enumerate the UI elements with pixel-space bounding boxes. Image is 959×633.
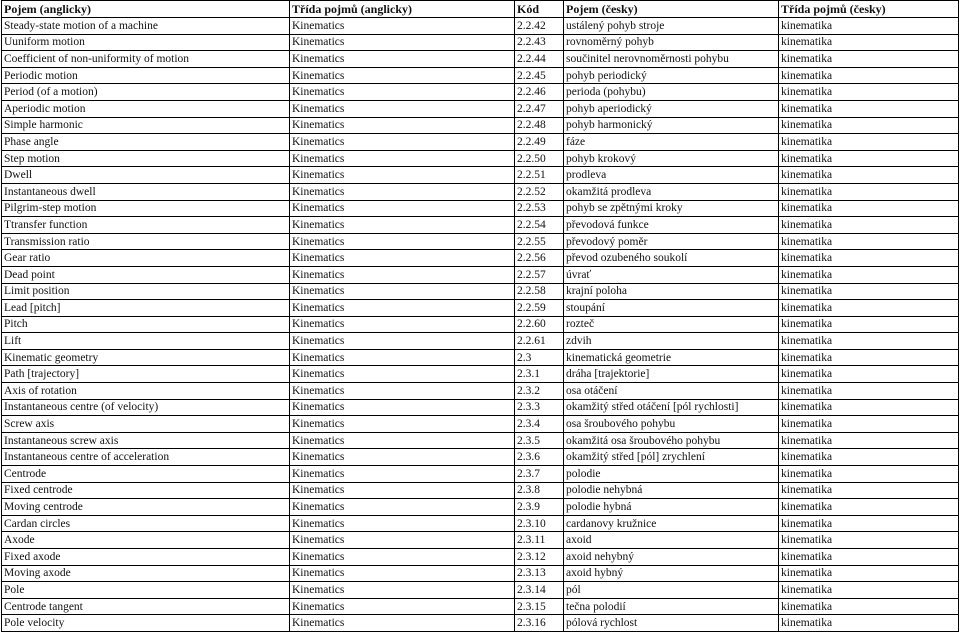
term-cz-cell: okamžitá prodleva — [564, 183, 779, 200]
class-en-cell: Kinematics — [290, 366, 515, 383]
class-cz-cell: kinematika — [779, 615, 959, 632]
term-cz-cell: pohyb harmonický — [564, 117, 779, 134]
class-en-cell: Kinematics — [290, 34, 515, 51]
code-cell: 2.3.16 — [515, 615, 564, 632]
table-row — [2, 233, 959, 250]
class-cz-cell: kinematika — [779, 598, 959, 615]
term-cz-cell: fáze — [564, 134, 779, 151]
class-en-cell: Kinematics — [290, 349, 515, 366]
table-row — [2, 283, 959, 300]
code-cell: 2.2.60 — [515, 316, 564, 333]
class-cz-cell: kinematika — [779, 250, 959, 267]
table-row — [2, 150, 959, 167]
class-cz-cell: kinematika — [779, 565, 959, 582]
class-en-cell: Kinematics — [290, 150, 515, 167]
term-en-cell: Periodic motion — [2, 67, 290, 84]
term-en-cell: Coefficient of non-uniformity of motion — [2, 51, 290, 68]
term-cz-cell: ustálený pohyb stroje — [564, 18, 779, 35]
term-cz-cell: zdvih — [564, 333, 779, 350]
term-en-cell: Lift — [2, 333, 290, 350]
class-cz-cell: kinematika — [779, 416, 959, 433]
header-code: Kód — [515, 1, 564, 18]
table-row — [2, 598, 959, 615]
class-en-cell: Kinematics — [290, 615, 515, 632]
class-cz-cell: kinematika — [779, 399, 959, 416]
term-cz-cell: polodie nehybná — [564, 482, 779, 499]
class-cz-cell: kinematika — [779, 217, 959, 234]
term-cz-cell: pohyb se zpětnými kroky — [564, 200, 779, 217]
header-class-cz: Třída pojmů (česky) — [779, 1, 959, 18]
class-en-cell: Kinematics — [290, 432, 515, 449]
class-en-cell: Kinematics — [290, 67, 515, 84]
class-en-cell: Kinematics — [290, 333, 515, 350]
table-row — [2, 18, 959, 35]
class-en-cell: Kinematics — [290, 499, 515, 516]
code-cell: 2.2.49 — [515, 134, 564, 151]
table-row — [2, 167, 959, 184]
table-row — [2, 432, 959, 449]
table-row — [2, 333, 959, 350]
term-en-cell: Lead [pitch] — [2, 300, 290, 317]
term-cz-cell: polodie — [564, 466, 779, 483]
term-en-cell: Step motion — [2, 150, 290, 167]
table-row — [2, 549, 959, 566]
table-row — [2, 51, 959, 68]
term-en-cell: Fixed axode — [2, 549, 290, 566]
table-row — [2, 532, 959, 549]
class-cz-cell: kinematika — [779, 366, 959, 383]
table-row — [2, 67, 959, 84]
term-en-cell: Instantaneous centre (of velocity) — [2, 399, 290, 416]
class-en-cell: Kinematics — [290, 449, 515, 466]
class-cz-cell: kinematika — [779, 449, 959, 466]
term-en-cell: Pilgrim-step motion — [2, 200, 290, 217]
term-cz-cell: úvrať — [564, 266, 779, 283]
term-cz-cell: okamžitý střed otáčení [pól rychlosti] — [564, 399, 779, 416]
table-row — [2, 183, 959, 200]
class-cz-cell: kinematika — [779, 51, 959, 68]
term-en-cell: Steady-state motion of a machine — [2, 18, 290, 35]
term-en-cell: Simple harmonic — [2, 117, 290, 134]
class-en-cell: Kinematics — [290, 515, 515, 532]
code-cell: 2.2.54 — [515, 217, 564, 234]
class-en-cell: Kinematics — [290, 549, 515, 566]
class-en-cell: Kinematics — [290, 283, 515, 300]
class-cz-cell: kinematika — [779, 582, 959, 599]
table-body — [2, 18, 959, 632]
term-en-cell: Instantaneous centre of acceleration — [2, 449, 290, 466]
code-cell: 2.2.57 — [515, 266, 564, 283]
term-en-cell: Ttransfer function — [2, 217, 290, 234]
class-cz-cell: kinematika — [779, 482, 959, 499]
table-row — [2, 582, 959, 599]
term-en-cell: Axode — [2, 532, 290, 549]
term-cz-cell: převodový poměr — [564, 233, 779, 250]
code-cell: 2.3.12 — [515, 549, 564, 566]
class-cz-cell: kinematika — [779, 283, 959, 300]
class-en-cell: Kinematics — [290, 565, 515, 582]
term-en-cell: Transmission ratio — [2, 233, 290, 250]
class-en-cell: Kinematics — [290, 200, 515, 217]
class-en-cell: Kinematics — [290, 233, 515, 250]
table-row — [2, 416, 959, 433]
class-cz-cell: kinematika — [779, 34, 959, 51]
table-row — [2, 100, 959, 117]
code-cell: 2.3.13 — [515, 565, 564, 582]
code-cell: 2.2.58 — [515, 283, 564, 300]
code-cell: 2.3.15 — [515, 598, 564, 615]
class-cz-cell: kinematika — [779, 233, 959, 250]
class-en-cell: Kinematics — [290, 51, 515, 68]
table-row — [2, 349, 959, 366]
code-cell: 2.2.48 — [515, 117, 564, 134]
term-cz-cell: axoid nehybný — [564, 549, 779, 566]
term-en-cell: Uuniform motion — [2, 34, 290, 51]
class-en-cell: Kinematics — [290, 598, 515, 615]
class-cz-cell: kinematika — [779, 515, 959, 532]
table-row — [2, 316, 959, 333]
table-row — [2, 383, 959, 400]
term-cz-cell: pól — [564, 582, 779, 599]
table-row — [2, 399, 959, 416]
term-en-cell: Dead point — [2, 266, 290, 283]
class-en-cell: Kinematics — [290, 482, 515, 499]
term-cz-cell: pohyb krokový — [564, 150, 779, 167]
class-en-cell: Kinematics — [290, 466, 515, 483]
code-cell: 2.3.10 — [515, 515, 564, 532]
table-row — [2, 300, 959, 317]
class-en-cell: Kinematics — [290, 300, 515, 317]
class-en-cell: Kinematics — [290, 266, 515, 283]
term-cz-cell: axoid — [564, 532, 779, 549]
code-cell: 2.3.5 — [515, 432, 564, 449]
table-row — [2, 200, 959, 217]
code-cell: 2.3.14 — [515, 582, 564, 599]
code-cell: 2.2.53 — [515, 200, 564, 217]
term-cz-cell: polodie hybná — [564, 499, 779, 516]
header-term-en: Pojem (anglicky) — [2, 1, 290, 18]
table-row — [2, 250, 959, 267]
term-cz-cell: převodová funkce — [564, 217, 779, 234]
class-en-cell: Kinematics — [290, 250, 515, 267]
code-cell: 2.2.51 — [515, 167, 564, 184]
term-cz-cell: kinematická geometrie — [564, 349, 779, 366]
term-en-cell: Path [trajectory] — [2, 366, 290, 383]
term-cz-cell: součinitel nerovnoměrnosti pohybu — [564, 51, 779, 68]
class-en-cell: Kinematics — [290, 117, 515, 134]
class-en-cell: Kinematics — [290, 100, 515, 117]
term-en-cell: Pitch — [2, 316, 290, 333]
terminology-table — [1, 0, 959, 632]
header-term-cz: Pojem (česky) — [564, 1, 779, 18]
table-row — [2, 366, 959, 383]
class-cz-cell: kinematika — [779, 549, 959, 566]
code-cell: 2.3.6 — [515, 449, 564, 466]
code-cell: 2.2.46 — [515, 84, 564, 101]
term-cz-cell: pólová rychlost — [564, 615, 779, 632]
class-cz-cell: kinematika — [779, 167, 959, 184]
class-cz-cell: kinematika — [779, 100, 959, 117]
class-en-cell: Kinematics — [290, 217, 515, 234]
class-en-cell: Kinematics — [290, 18, 515, 35]
term-en-cell: Centrode tangent — [2, 598, 290, 615]
code-cell: 2.2.47 — [515, 100, 564, 117]
class-en-cell: Kinematics — [290, 399, 515, 416]
table-row — [2, 449, 959, 466]
term-cz-cell: tečna polodií — [564, 598, 779, 615]
term-en-cell: Instantaneous screw axis — [2, 432, 290, 449]
table-row — [2, 615, 959, 632]
class-en-cell: Kinematics — [290, 316, 515, 333]
term-en-cell: Cardan circles — [2, 515, 290, 532]
term-cz-cell: prodleva — [564, 167, 779, 184]
table-header — [2, 1, 959, 18]
code-cell: 2.3.2 — [515, 383, 564, 400]
code-cell: 2.3.3 — [515, 399, 564, 416]
class-cz-cell: kinematika — [779, 67, 959, 84]
code-cell: 2.2.45 — [515, 67, 564, 84]
code-cell: 2.2.55 — [515, 233, 564, 250]
class-cz-cell: kinematika — [779, 150, 959, 167]
term-en-cell: Aperiodic motion — [2, 100, 290, 117]
class-en-cell: Kinematics — [290, 167, 515, 184]
table-row — [2, 217, 959, 234]
term-en-cell: Screw axis — [2, 416, 290, 433]
class-en-cell: Kinematics — [290, 383, 515, 400]
term-cz-cell: okamžitá osa šroubového pohybu — [564, 432, 779, 449]
term-en-cell: Axis of rotation — [2, 383, 290, 400]
class-cz-cell: kinematika — [779, 84, 959, 101]
table-row — [2, 466, 959, 483]
code-cell: 2.2.61 — [515, 333, 564, 350]
table-row — [2, 565, 959, 582]
term-cz-cell: osa otáčení — [564, 383, 779, 400]
code-cell: 2.2.44 — [515, 51, 564, 68]
class-cz-cell: kinematika — [779, 200, 959, 217]
table-row — [2, 117, 959, 134]
term-cz-cell: převod ozubeného soukolí — [564, 250, 779, 267]
term-cz-cell: okamžitý střed [pól] zrychlení — [564, 449, 779, 466]
class-cz-cell: kinematika — [779, 466, 959, 483]
table-row — [2, 266, 959, 283]
class-en-cell: Kinematics — [290, 134, 515, 151]
class-cz-cell: kinematika — [779, 349, 959, 366]
term-cz-cell: pohyb aperiodický — [564, 100, 779, 117]
term-en-cell: Instantaneous dwell — [2, 183, 290, 200]
term-en-cell: Moving centrode — [2, 499, 290, 516]
term-en-cell: Kinematic geometry — [2, 349, 290, 366]
class-cz-cell: kinematika — [779, 300, 959, 317]
term-cz-cell: cardanovy kružnice — [564, 515, 779, 532]
table-row — [2, 499, 959, 516]
term-en-cell: Fixed centrode — [2, 482, 290, 499]
class-en-cell: Kinematics — [290, 582, 515, 599]
class-cz-cell: kinematika — [779, 532, 959, 549]
code-cell: 2.3.7 — [515, 466, 564, 483]
code-cell: 2.2.42 — [515, 18, 564, 35]
class-cz-cell: kinematika — [779, 432, 959, 449]
code-cell: 2.3.8 — [515, 482, 564, 499]
term-en-cell: Moving axode — [2, 565, 290, 582]
class-cz-cell: kinematika — [779, 183, 959, 200]
term-cz-cell: axoid hybný — [564, 565, 779, 582]
term-en-cell: Centrode — [2, 466, 290, 483]
code-cell: 2.3.4 — [515, 416, 564, 433]
table-row — [2, 84, 959, 101]
class-cz-cell: kinematika — [779, 18, 959, 35]
class-cz-cell: kinematika — [779, 266, 959, 283]
header-row — [2, 1, 959, 18]
class-cz-cell: kinematika — [779, 134, 959, 151]
code-cell: 2.2.50 — [515, 150, 564, 167]
term-cz-cell: perioda (pohybu) — [564, 84, 779, 101]
term-cz-cell: osa šroubového pohybu — [564, 416, 779, 433]
code-cell: 2.3 — [515, 349, 564, 366]
term-en-cell: Limit position — [2, 283, 290, 300]
table-row — [2, 515, 959, 532]
class-cz-cell: kinematika — [779, 333, 959, 350]
term-en-cell: Pole velocity — [2, 615, 290, 632]
term-en-cell: Dwell — [2, 167, 290, 184]
class-cz-cell: kinematika — [779, 383, 959, 400]
term-en-cell: Period (of a motion) — [2, 84, 290, 101]
term-cz-cell: stoupání — [564, 300, 779, 317]
table-row — [2, 482, 959, 499]
term-cz-cell: krajní poloha — [564, 283, 779, 300]
term-en-cell: Gear ratio — [2, 250, 290, 267]
code-cell: 2.3.1 — [515, 366, 564, 383]
code-cell: 2.2.56 — [515, 250, 564, 267]
header-class-en: Třída pojmů (anglicky) — [290, 1, 515, 18]
code-cell: 2.2.59 — [515, 300, 564, 317]
table-row — [2, 34, 959, 51]
class-en-cell: Kinematics — [290, 416, 515, 433]
code-cell: 2.3.9 — [515, 499, 564, 516]
class-en-cell: Kinematics — [290, 183, 515, 200]
term-cz-cell: pohyb periodický — [564, 67, 779, 84]
class-cz-cell: kinematika — [779, 499, 959, 516]
term-cz-cell: dráha [trajektorie] — [564, 366, 779, 383]
class-en-cell: Kinematics — [290, 84, 515, 101]
class-en-cell: Kinematics — [290, 532, 515, 549]
term-en-cell: Pole — [2, 582, 290, 599]
term-en-cell: Phase angle — [2, 134, 290, 151]
term-cz-cell: rovnoměrný pohyb — [564, 34, 779, 51]
code-cell: 2.2.43 — [515, 34, 564, 51]
class-cz-cell: kinematika — [779, 316, 959, 333]
term-cz-cell: rozteč — [564, 316, 779, 333]
code-cell: 2.2.52 — [515, 183, 564, 200]
table-row — [2, 134, 959, 151]
code-cell: 2.3.11 — [515, 532, 564, 549]
class-cz-cell: kinematika — [779, 117, 959, 134]
